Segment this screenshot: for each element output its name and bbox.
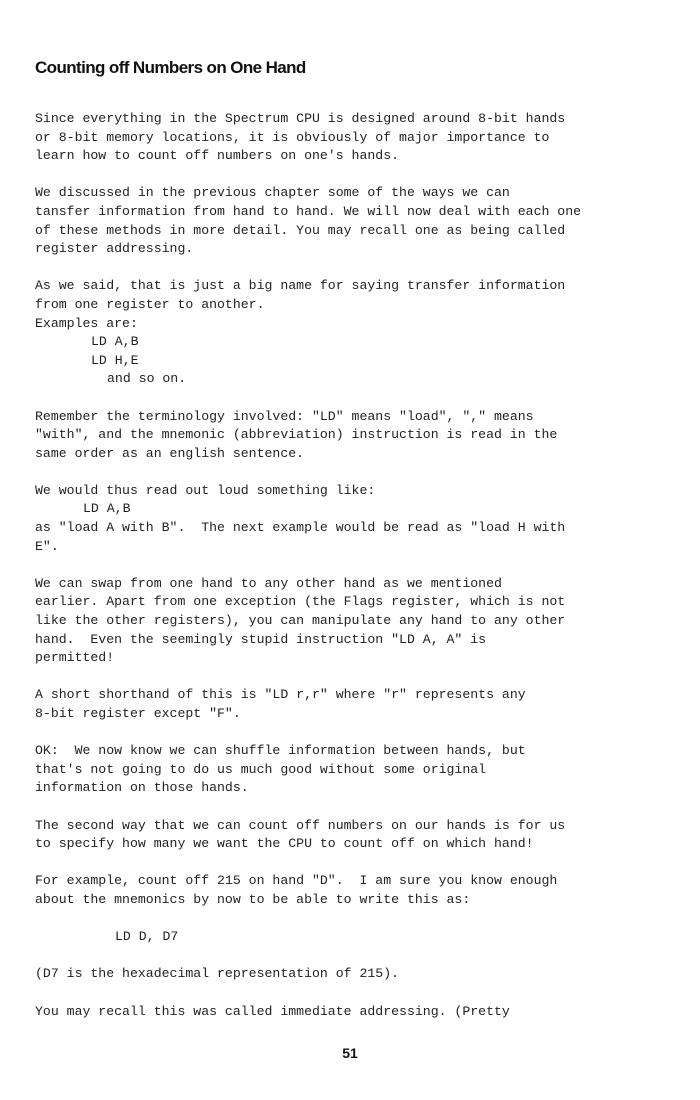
code-block — [35, 928, 685, 947]
text-line: from one register to another. — [35, 296, 265, 312]
text-line: and so on. — [107, 371, 187, 387]
text-line: A short shorthand of this is "LD r,r" where "r" represents any — [35, 687, 526, 703]
text-line: E". — [35, 538, 59, 554]
text-line: For example, count off 215 on hand "D". I am sure you know enough — [35, 873, 558, 889]
text-line: Examples are: — [35, 315, 138, 331]
text-line: earlier. Apart from one exception (the Flags register, which is not — [35, 594, 566, 610]
text-line: of these methods in more detail. You may recall one as being called — [35, 222, 566, 238]
text-line: about the mnemonics by now to be able to write this as: — [35, 891, 471, 907]
text-line: to specify how many we want the CPU to count off on which hand! — [35, 836, 534, 852]
text-line: hand. Even the seemingly stupid instruction "LD A, A" is — [35, 631, 487, 647]
text-line: same order as an english sentence. — [35, 445, 305, 461]
paragraph-2 — [35, 184, 685, 258]
text-line: register addressing. — [35, 241, 194, 257]
body-text — [35, 110, 685, 1040]
paragraph-10 — [35, 872, 685, 909]
text-line: as "load A with B". The next example would be read as "load H with — [35, 520, 566, 536]
text-line: As we said, that is just a big name for saying transfer information — [35, 278, 566, 294]
paragraph-5 — [35, 482, 685, 556]
paragraph-3 — [35, 277, 685, 389]
text-line: (D7 is the hexadecimal representation of 215). — [35, 966, 400, 982]
text-line: information on those hands. — [35, 780, 249, 796]
paragraph-12 — [35, 1003, 685, 1022]
text-line: We can swap from one hand to any other hand as we mentioned — [35, 575, 502, 591]
paragraph-1 — [35, 110, 685, 166]
text-line: 8-bit register except "F". — [35, 706, 241, 721]
text-line: We discussed in the previous chapter some of the ways we can — [35, 185, 510, 201]
code-example: LD D, D7 — [115, 929, 179, 945]
code-example: LD H,E — [91, 352, 139, 368]
text-line: The second way that we can count off numbers on our hands is for us — [35, 817, 566, 833]
text-line: or 8-bit memory locations, it is obviously of major importance to — [35, 129, 550, 145]
text-line: permitted! — [35, 650, 115, 666]
code-example: LD A,B — [83, 501, 131, 517]
page-number: 51 — [342, 1045, 358, 1061]
paragraph-4 — [35, 408, 685, 464]
text-line: that's not going to do us much good without some original — [35, 761, 487, 777]
text-line: We would thus read out loud something like: — [35, 482, 376, 498]
text-line: Since everything in the Spectrum CPU is designed around 8-bit hands — [35, 111, 566, 126]
paragraph-9 — [35, 817, 685, 854]
paragraph-6 — [35, 575, 685, 668]
section-heading: Counting off Numbers on One Hand — [35, 58, 306, 77]
code-example: LD A,B — [91, 334, 139, 350]
text-line: like the other registers), you can manipulate any hand to any other — [35, 613, 566, 629]
text-line: OK: We now know we can shuffle information between hands, but — [35, 743, 526, 759]
text-line: learn how to count off numbers on one's hands. — [35, 148, 400, 164]
text-line: Remember the terminology involved: "LD" means "load", "," means — [35, 408, 534, 424]
paragraph-11 — [35, 965, 685, 984]
text-line: You may recall this was called immediate addressing. (Pretty — [35, 1003, 510, 1019]
text-line: tansfer information from hand to hand. We will now deal with each one — [35, 203, 582, 219]
text-line: "with", and the mnemonic (abbreviation) instruction is read in the — [35, 427, 558, 443]
paragraph-7 — [35, 686, 685, 723]
paragraph-8 — [35, 742, 685, 798]
